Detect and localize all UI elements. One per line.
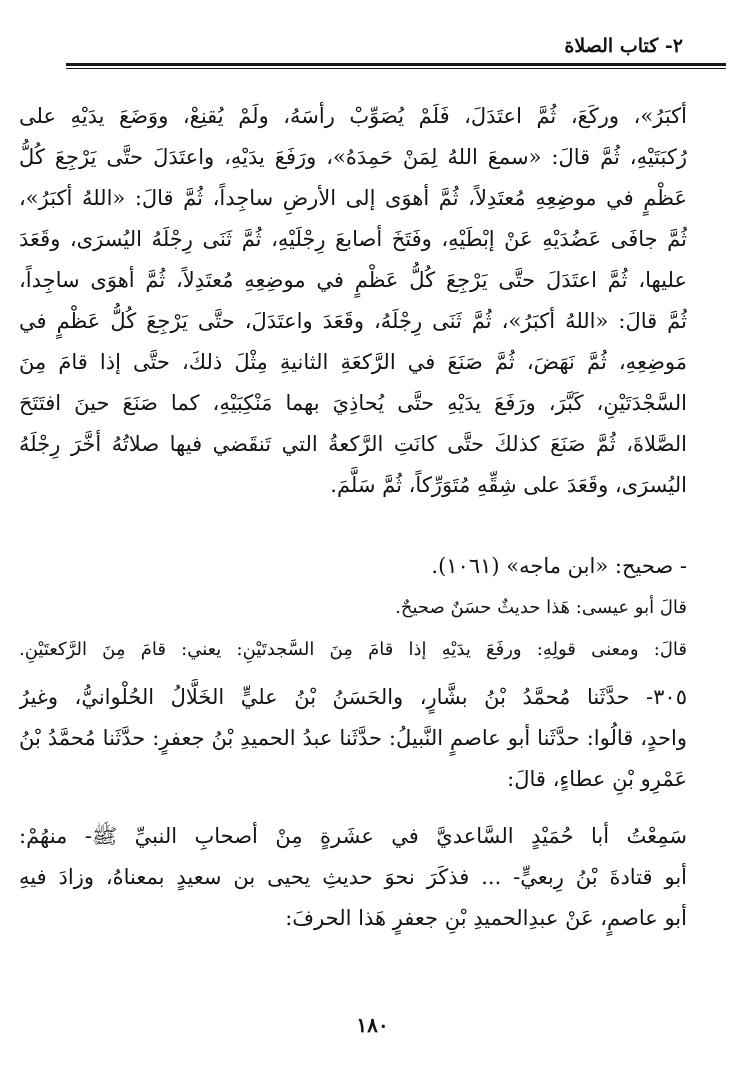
text-line: اليُسرَى، وقَعَدَ على شِقِّهِ مُتَوَرِّكاً، ثُمَّ سَلَّمَ. <box>330 473 687 497</box>
text-line: عليها، ثُمَّ اعتَدَلَ حتَّى يَرْجِعَ كُلُّ عَظْمٍ في موضِعِهِ مُعتَدِلاً، ثُمَّ أهوَى ساجِداً، <box>19 268 687 292</box>
text-line: أبو قتادةَ بْنُ رِبعيٍّ- ... فذكَرَ نحوَ حديثِ يحيى بن سعيدٍ بمعناهُ، وزادَ فيهِ <box>19 865 687 889</box>
page-number: ١٨٠ <box>356 1013 389 1037</box>
tirmidhi-note: قالَ أبو عيسى: هَذا حديثٌ حسَنٌ صحيحٌ. <box>395 597 687 618</box>
text-line: الصَّلاةَ، ثُمَّ صَنَعَ كذلكَ حتَّى كانَتِ الرَّكعةُ التي تَنقَضي فيها صلاتُهُ أخَّرَ رِجْلَهُ <box>19 432 687 456</box>
text-line: ثُمَّ جافَى عَضُدَيْهِ عَنْ إبْطَيْهِ، وفَتَخَ أصابعَ رِجْلَيْهِ، ثُمَّ ثَنَى رِجْلَهُ اليُسرَى، وقَعَدَ <box>19 227 687 251</box>
grading-note: - صحيح: «ابن ماجه» (١٠٦١). <box>431 554 687 578</box>
text-line: عَظْمٍ في موضِعِهِ مُعتَدِلاً، ثُمَّ أهوَى إلى الأرضِ ساجِداً، ثُمَّ قالَ: «اللهُ أكبَرُ»، <box>19 186 687 210</box>
text-line: أبو عاصمٍ، عَنْ عبدِالحميدِ بْنِ جعفرٍ هَذا الحرفَ: <box>285 906 687 930</box>
text-line: رُكبَتَيْهِ، ثُمَّ قالَ: «سمعَ اللهُ لِمَنْ حَمِدَهُ»، ورَفَعَ يدَيْهِ، واعتَدَلَ حتَّى يَرْجِعَ كُلُّ <box>19 145 687 169</box>
running-head: ٢- كتاب الصلاة <box>564 35 683 57</box>
header-rule <box>66 63 726 66</box>
text-line: واحدٍ، قالُوا: حدَّثَنا أبو عاصمٍ النَّبيلُ: حدَّثَنا عبدُ الحميدِ بْنُ جعفرٍ: حدَّثَنا مُحمَّدُ بْنُ <box>19 726 687 750</box>
text-line: أكبَرُ»، وركَعَ، ثُمَّ اعتَدَلَ، فَلَمْ يُصَوِّبْ رأسَهُ، ولَمْ يُقنِعْ، ووَضَعَ يدَيْهِ على <box>19 104 687 128</box>
text-line: عَمْرِو بْنِ عطاءٍ، قالَ: <box>507 767 687 791</box>
header-rule-thin <box>66 68 726 69</box>
text-line: السَّجْدَتَيْنِ، كَبَّرَ، ورَفَعَ يدَيْهِ حتَّى يُحاذِيَ بهما مَنْكِبَيْهِ، كما صَنَعَ حينَ افتَتَحَ <box>19 391 687 415</box>
text-line: ثُمَّ قالَ: «اللهُ أكبَرُ»، ثُمَّ ثَنَى رِجْلَهُ، وقَعَدَ واعتَدَلَ، حتَّى يَرْجِعَ كُلُّ عَظْمٍ في <box>19 309 687 333</box>
explanation-note: قالَ: ومعنى قولِهِ: ورفَعَ يدَيْهِ إذا قامَ مِنَ السَّجدتَيْنِ: يعني: قامَ مِنَ الرَّكعتَيْنِ. <box>19 639 687 660</box>
text-line: مَوضِعِهِ، ثُمَّ نَهَضَ، ثُمَّ صَنَعَ في الرَّكعَةِ الثانيةِ مِثْلَ ذلكَ، حتَّى إذا قامَ مِنَ <box>19 350 687 374</box>
text-line: سَمِعْتُ أبا حُمَيْدٍ السَّاعديَّ في عشَرةٍ مِنْ أصحابِ النبيِّ ﷺ- منهُمْ: <box>19 824 687 848</box>
text-line: ٣٠٥- حدَّثَنا مُحمَّدُ بْنُ بشَّارٍ، والحَسَنُ بْنُ عليٍّ الخَلَّالُ الحُلْوانيُّ، وغيرُ <box>19 685 687 709</box>
